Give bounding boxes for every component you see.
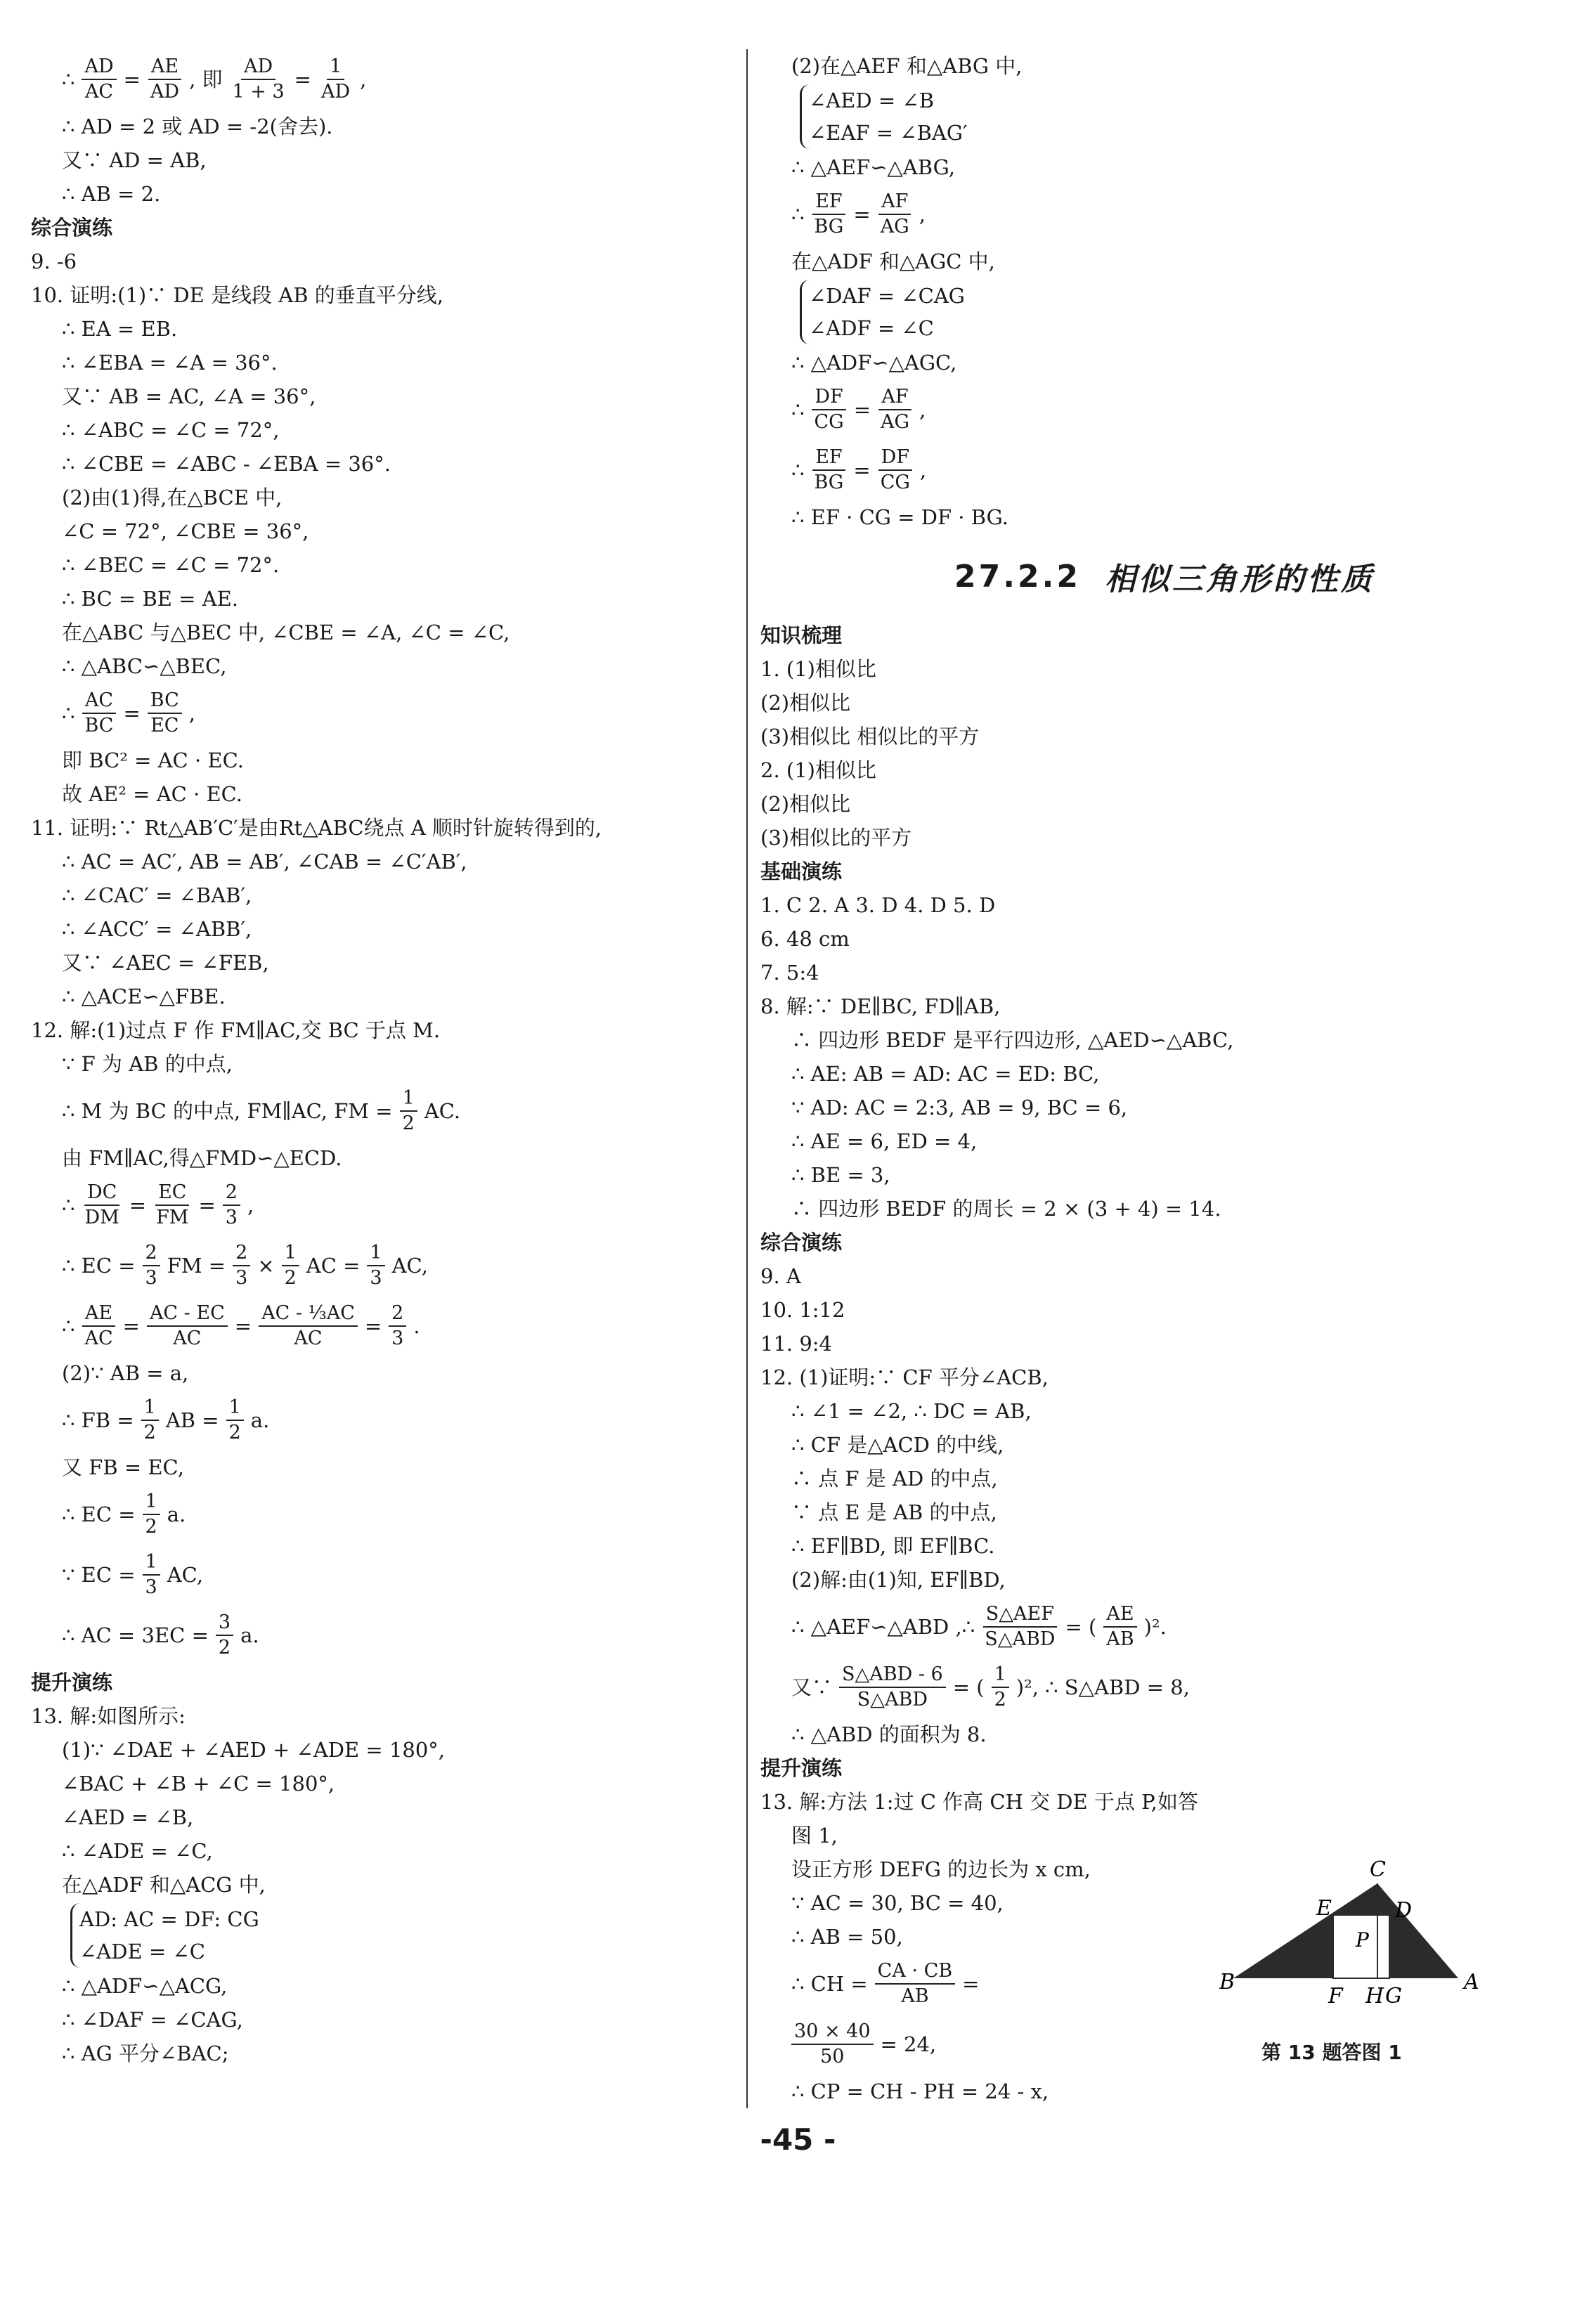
- formula-text: ∴: [791, 398, 805, 422]
- fraction: [82, 55, 116, 104]
- fraction: [389, 1301, 406, 1351]
- text-line: ∴ ∠ABC = ∠C = 72°,: [62, 418, 280, 442]
- formula-text: FM =: [167, 1254, 226, 1278]
- column-divider: [746, 49, 748, 2108]
- text-line: 故 AE² = AC · EC.: [62, 782, 243, 806]
- text-line: 1. C 2. A 3. D 4. D 5. D: [760, 893, 996, 917]
- formula-line: [760, 1657, 1569, 1718]
- text-line: 由 FM∥AC,得△FMD∽△ECD.: [62, 1146, 342, 1170]
- section-heading: 知识梳理: [760, 623, 843, 647]
- formula-text: =: [123, 701, 141, 725]
- text-line: ∴ CP = CH - PH = 24 - x,: [791, 2079, 1049, 2103]
- fraction: [878, 385, 912, 434]
- fraction: [223, 1181, 240, 1230]
- formula-line: [31, 1390, 734, 1450]
- formula-text: ∴ EC =: [62, 1254, 136, 1278]
- fraction-denominator: 2: [402, 1112, 415, 1134]
- formula-text: ,: [247, 1193, 254, 1217]
- fraction-numerator: 1: [992, 1663, 1009, 1688]
- fraction: [878, 446, 913, 495]
- formula-text: ∴ FB =: [62, 1408, 134, 1432]
- formula-text: , 即: [189, 67, 223, 91]
- formula-line: [760, 184, 1569, 245]
- section-heading: 相似三角形的性质: [1104, 561, 1375, 597]
- fraction-numerator: AE: [82, 1301, 115, 1327]
- fraction-denominator: AG: [880, 216, 909, 238]
- fraction-denominator: 2: [145, 1516, 157, 1538]
- text-line: 13. 解:方法 1:过 C 作高 CH 交 DE 于点 P,如答: [760, 1790, 1199, 1814]
- fraction-numerator: BC: [148, 689, 182, 714]
- figure-13-answer: [1219, 1855, 1486, 2066]
- brace: [70, 1903, 259, 1968]
- fraction: [839, 1663, 946, 1712]
- text-line: 在△ADF 和△AGC 中,: [791, 249, 995, 273]
- text-line: 又 FB = EC,: [62, 1455, 184, 1479]
- formula-text: =: [962, 1972, 980, 1996]
- text-line: 13. 解:如图所示:: [31, 1704, 186, 1728]
- formula-line: [760, 1597, 1569, 1657]
- formula-text: ∴: [791, 458, 805, 482]
- section-heading: 提升演练: [760, 1756, 843, 1780]
- text-line: ∴ ∠EBA = ∠A = 36°.: [62, 351, 278, 375]
- brace-line: ∠EAF = ∠BAG′: [809, 121, 968, 145]
- fraction: [82, 689, 116, 738]
- formula-text: )².: [1143, 1615, 1167, 1639]
- text-line: 在△ADF 和△ACG 中,: [62, 1873, 266, 1897]
- formula-text: 又∵: [791, 1675, 833, 1699]
- section-heading: 综合演练: [31, 216, 113, 240]
- fraction: [143, 1490, 160, 1539]
- fraction-denominator: BC: [84, 715, 114, 736]
- formula-text: a.: [240, 1623, 259, 1647]
- fraction: [791, 2020, 874, 2069]
- label-h: H: [1365, 1984, 1384, 2008]
- fraction-numerator: AE: [1103, 1602, 1136, 1628]
- text-line: (2)相似比: [760, 691, 851, 715]
- formula-text: ∴: [62, 1193, 75, 1217]
- fraction: [82, 1301, 115, 1351]
- label-g: G: [1385, 1984, 1402, 2008]
- text-line: ∴ EA = EB.: [62, 317, 178, 341]
- formula-line: [31, 1235, 734, 1296]
- section-heading: 提升演练: [31, 1670, 113, 1694]
- fraction-numerator: AF: [878, 385, 911, 410]
- text-line: ∴ ∠ADE = ∠C,: [62, 1839, 213, 1863]
- fraction-denominator: 50: [820, 2046, 845, 2067]
- section-title: [760, 534, 1569, 618]
- text-line: 图 1,: [791, 1824, 838, 1848]
- label-f: F: [1328, 1984, 1343, 2008]
- fraction: [233, 1241, 250, 1290]
- fraction-denominator: AC: [173, 1327, 202, 1349]
- label-c: C: [1370, 1857, 1386, 1882]
- text-line: ∠AED = ∠B,: [62, 1805, 194, 1829]
- text-line: 10. 1:12: [760, 1298, 845, 1322]
- text-line: 2. (1)相似比: [760, 758, 876, 782]
- formula-text: ,: [188, 701, 196, 725]
- formula-text: =: [294, 67, 311, 91]
- text-line: ∴ ∠CAC′ = ∠BAB′,: [62, 883, 252, 907]
- fraction-denominator: 1 + 3: [232, 81, 285, 103]
- fraction-numerator: AD: [241, 55, 275, 80]
- formula-text: a.: [250, 1408, 270, 1432]
- formula-text: ∴: [62, 1314, 75, 1338]
- text-line: ∵ AC = 30, BC = 40,: [791, 1891, 1004, 1915]
- fraction: [992, 1663, 1009, 1712]
- fraction-numerator: 1: [400, 1086, 417, 1112]
- formula-text: =: [122, 1314, 140, 1338]
- fraction: [811, 385, 846, 434]
- text-line: ∴ 四边形 BEDF 的周长 = 2 × (3 + 4) = 14.: [791, 1197, 1221, 1221]
- text-line: ∴ ∠BEC = ∠C = 72°.: [62, 553, 280, 577]
- fraction-numerator: DF: [812, 385, 845, 410]
- section-number: 27.2.2: [954, 558, 1081, 595]
- formula-text: ×: [257, 1254, 275, 1278]
- formula-text: =: [853, 458, 871, 482]
- fraction-denominator: DM: [84, 1207, 119, 1228]
- text-line: ∠C = 72°, ∠CBE = 36°,: [62, 519, 309, 543]
- page-number: -45 -: [760, 2122, 836, 2157]
- fraction-numerator: AC: [82, 689, 116, 714]
- fraction-denominator: S△ABD: [985, 1628, 1056, 1650]
- formula-text: = (: [1065, 1615, 1097, 1639]
- fraction-denominator: CG: [880, 472, 910, 493]
- text-line: ∴ △ACE∽△FBE.: [62, 985, 226, 1008]
- fraction-numerator: 1: [143, 1550, 160, 1576]
- fraction-numerator: 30 × 40: [791, 2020, 874, 2045]
- formula-line: [31, 1545, 734, 1605]
- fraction-numerator: 1: [143, 1490, 160, 1515]
- fraction: [1103, 1602, 1136, 1651]
- brace: [800, 280, 965, 344]
- text-line: ∴ EF∥BD, 即 EF∥BC.: [791, 1534, 995, 1558]
- equation-system: [31, 1902, 734, 1969]
- fraction-denominator: BG: [814, 472, 844, 493]
- fraction: [400, 1086, 417, 1136]
- fraction-numerator: AD: [82, 55, 116, 80]
- text-line: 9. A: [760, 1264, 801, 1288]
- fraction-denominator: 2: [284, 1267, 297, 1289]
- text-line: ∴ △ADF∽△AGC,: [791, 351, 957, 375]
- text-line: (2)在△AEF 和△ABG 中,: [791, 54, 1023, 78]
- text-line: ∴ CF 是△ACD 的中线,: [791, 1433, 1004, 1457]
- fraction-denominator: CG: [814, 411, 844, 433]
- fraction-denominator: 3: [145, 1267, 157, 1289]
- fraction-denominator: AC: [294, 1327, 323, 1349]
- brace: [800, 84, 968, 149]
- section-heading: 基础演练: [760, 859, 843, 883]
- formula-text: ∴ EC =: [62, 1502, 136, 1526]
- formula-text: )², ∴ S△ABD = 8,: [1016, 1675, 1190, 1699]
- text-line: ∴ BE = 3,: [791, 1163, 890, 1187]
- fraction-denominator: BG: [814, 216, 844, 238]
- text-line: ∴ △AEF∽△ABG,: [791, 155, 955, 179]
- right-top-block: [760, 49, 1569, 534]
- fraction-denominator: 3: [235, 1267, 248, 1289]
- formula-text: AC =: [306, 1254, 361, 1278]
- formula-text: ∴: [62, 67, 75, 91]
- formula-line: [31, 1081, 734, 1141]
- formula-line: [31, 1484, 734, 1545]
- formula-text: AC,: [167, 1563, 204, 1587]
- fraction-numerator: 3: [216, 1611, 233, 1636]
- fraction-denominator: 3: [225, 1207, 238, 1228]
- fraction-denominator: 2: [228, 1422, 241, 1443]
- formula-text: ,: [919, 458, 927, 482]
- formula-text: AB =: [165, 1408, 219, 1432]
- fraction-numerator: 2: [223, 1181, 240, 1206]
- formula-line: [760, 440, 1569, 500]
- equation-system: [760, 83, 1569, 150]
- fraction-numerator: 2: [143, 1241, 160, 1266]
- text-line: ∴ AB = 2.: [62, 182, 161, 206]
- fraction: [153, 1181, 191, 1230]
- text-line: ∴ ∠1 = ∠2, ∴ DC = AB,: [791, 1399, 1032, 1423]
- fraction-numerator: DF: [878, 446, 912, 471]
- text-line: ∴ EF · CG = DF · BG.: [791, 505, 1008, 529]
- text-line: 设正方形 DEFG 的边长为 x cm,: [791, 1857, 1091, 1881]
- text-line: (3)相似比的平方: [760, 826, 912, 850]
- fraction-denominator: 3: [391, 1327, 404, 1349]
- fraction-denominator: 3: [370, 1267, 382, 1289]
- fraction-denominator: AD: [320, 81, 351, 103]
- fraction-numerator: EF: [812, 446, 845, 471]
- formula-text: AC.: [424, 1099, 461, 1123]
- text-line: ∴ △ADF∽△ACG,: [62, 1974, 228, 1998]
- text-line: 即 BC² = AC · EC.: [62, 748, 244, 772]
- fraction: [148, 689, 182, 738]
- fraction: [230, 55, 287, 104]
- formula-line: [31, 1175, 734, 1235]
- text-line: (2)∵ AB = a,: [62, 1361, 189, 1385]
- formula-line: [31, 1296, 734, 1356]
- fraction-numerator: AC - EC: [147, 1301, 228, 1327]
- formula-text: = (: [952, 1675, 985, 1699]
- fraction-denominator: EC: [150, 715, 179, 736]
- triangle-diagram: [1219, 1855, 1486, 2034]
- text-line: ∴ 四边形 BEDF 是平行四边形, △AED∽△ABC,: [791, 1028, 1234, 1052]
- formula-text: ,: [919, 398, 926, 422]
- fraction: [147, 1301, 228, 1351]
- equation-system: [760, 278, 1569, 346]
- text-line: 10. 证明:(1)∵ DE 是线段 AB 的垂直平分线,: [31, 283, 443, 307]
- text-line: ∠BAC + ∠B + ∠C = 180°,: [62, 1772, 335, 1796]
- formula-line: [31, 49, 734, 110]
- fraction: [82, 1181, 122, 1230]
- label-e: E: [1316, 1896, 1332, 1921]
- fraction-numerator: EF: [812, 190, 845, 215]
- text-line: 6. 48 cm: [760, 927, 850, 951]
- formula-text: ∴: [791, 202, 805, 226]
- fraction-numerator: AE: [148, 55, 181, 80]
- text-line: (2)相似比: [760, 792, 851, 816]
- text-line: 又∵ ∠AEC = ∠FEB,: [62, 951, 269, 975]
- text-line: ∴ AC = AC′, AB = AB′, ∠CAB = ∠C′AB′,: [62, 850, 467, 874]
- fraction-denominator: S△ABD: [857, 1689, 928, 1710]
- text-line: ∴ ∠CBE = ∠ABC - ∠EBA = 36°.: [62, 452, 391, 476]
- text-line: (3)相似比 相似比的平方: [760, 725, 980, 748]
- formula-line: [31, 683, 734, 744]
- formula-text: ∴ △AEF∽△ABD ,∴: [791, 1615, 975, 1639]
- fraction-numerator: AC - ⅓AC: [259, 1301, 358, 1327]
- text-line: ∴ 点 F 是 AD 的中点,: [791, 1467, 998, 1491]
- text-line: 12. (1)证明:∵ CF 平分∠ACB,: [760, 1365, 1049, 1389]
- text-line: ∴ ∠ACC′ = ∠ABB′,: [62, 917, 252, 941]
- fraction-numerator: 1: [327, 55, 344, 80]
- left-column: [31, 49, 734, 2070]
- fraction-denominator: FM: [156, 1207, 189, 1228]
- text-line: (1)∵ ∠DAE + ∠AED + ∠ADE = 180°,: [62, 1738, 446, 1762]
- fraction-denominator: AG: [881, 411, 910, 433]
- figure-caption: 第 13 题答图 1: [1261, 2041, 1402, 2064]
- fraction: [148, 55, 182, 104]
- fraction-numerator: 1: [141, 1396, 159, 1421]
- formula-text: =: [123, 67, 141, 91]
- fraction: [318, 55, 353, 104]
- fraction-numerator: 1: [226, 1396, 244, 1421]
- fraction-numerator: S△AEF: [983, 1602, 1057, 1628]
- text-line: ∴ BC = BE = AE.: [62, 587, 238, 611]
- text-line: 8. 解:∵ DE∥BC, FD∥AB,: [760, 994, 1001, 1018]
- text-line: 12. 解:(1)过点 F 作 FM∥AC,交 BC 于点 M.: [31, 1018, 441, 1042]
- fraction: [282, 1241, 299, 1290]
- text-line: (2)解:由(1)知, EF∥BD,: [791, 1568, 1006, 1592]
- fraction-denominator: AC: [84, 1327, 113, 1349]
- text-line: ∴ AD = 2 或 AD = -2(舍去).: [62, 115, 333, 138]
- formula-line: [31, 1605, 734, 1666]
- brace-line: ∠AED = ∠B: [809, 89, 935, 112]
- fraction-numerator: S△ABD - 6: [839, 1663, 946, 1688]
- formula-text: .: [413, 1314, 420, 1338]
- fraction-denominator: 2: [143, 1422, 156, 1443]
- fraction: [878, 190, 912, 239]
- fraction: [875, 1959, 955, 2008]
- text-line: ∴ △ABC∽△BEC,: [62, 654, 227, 678]
- fraction: [226, 1396, 244, 1445]
- formula-text: =: [198, 1193, 216, 1217]
- fraction-denominator: AB: [1106, 1628, 1134, 1650]
- text-line: 又∵ AD = AB,: [62, 148, 207, 172]
- brace-line: AD: AC = DF: CG: [79, 1907, 259, 1931]
- fraction-numerator: 2: [389, 1301, 406, 1327]
- fraction: [811, 190, 846, 239]
- text-line: ∴ ∠DAF = ∠CAG,: [62, 2008, 243, 2032]
- fraction: [982, 1602, 1058, 1651]
- formula-text: a.: [167, 1502, 186, 1526]
- text-line: 11. 证明:∵ Rt△AB′C′是由Rt△ABC绕点 A 顺时针旋转得到的,: [31, 816, 602, 840]
- fraction-denominator: AD: [150, 81, 180, 103]
- formula-text: ∴ M 为 BC 的中点, FM∥AC, FM =: [62, 1099, 393, 1123]
- text-line: 7. 5:4: [760, 961, 819, 985]
- label-b: B: [1219, 1970, 1235, 1994]
- formula-text: =: [234, 1314, 252, 1338]
- fraction: [143, 1241, 160, 1290]
- fraction: [216, 1611, 233, 1660]
- fraction-numerator: 2: [233, 1241, 250, 1266]
- fraction-numerator: 1: [367, 1241, 384, 1266]
- formula-text: =: [853, 398, 871, 422]
- text-line: ∴ AE: AB = AD: AC = ED: BC,: [791, 1062, 1100, 1086]
- text-line: ∴ AE = 6, ED = 4,: [791, 1129, 978, 1153]
- fraction-numerator: CA · CB: [875, 1959, 955, 1985]
- formula-text: AC,: [391, 1254, 428, 1278]
- label-a: A: [1464, 1970, 1479, 1994]
- text-line: (2)由(1)得,在△BCE 中,: [62, 486, 283, 509]
- fraction-denominator: 2: [218, 1637, 231, 1658]
- formula-text: =: [853, 202, 871, 226]
- brace-line: ∠DAF = ∠CAG: [809, 284, 965, 308]
- fraction-denominator: AB: [901, 1985, 929, 2007]
- fraction-numerator: DC: [84, 1181, 119, 1206]
- fraction-numerator: AF: [878, 190, 911, 215]
- fraction-numerator: EC: [155, 1181, 189, 1206]
- fraction: [143, 1550, 160, 1599]
- label-d: D: [1395, 1898, 1413, 1923]
- text-line: ∵ F 为 AB 的中点,: [62, 1052, 233, 1076]
- formula-text: ,: [919, 202, 926, 226]
- fraction-numerator: 1: [282, 1241, 299, 1266]
- text-line: ∴ AB = 50,: [791, 1925, 903, 1949]
- section-heading: 综合演练: [760, 1231, 843, 1254]
- formula-text: =: [129, 1193, 147, 1217]
- label-p: P: [1356, 1928, 1369, 1952]
- fraction: [367, 1241, 384, 1290]
- formula-text: ∵ EC =: [62, 1563, 136, 1587]
- fraction-denominator: 2: [994, 1689, 1006, 1710]
- text-line: 在△ABC 与△BEC 中, ∠CBE = ∠A, ∠C = ∠C,: [62, 621, 510, 644]
- text-line: 11. 9:4: [760, 1332, 833, 1356]
- formula-text: = 24,: [880, 2032, 937, 2056]
- text-line: 1. (1)相似比: [760, 657, 876, 681]
- formula-text: ,: [360, 67, 367, 91]
- text-line: ∵ 点 E 是 AB 的中点,: [791, 1500, 997, 1524]
- right-column: [760, 49, 1569, 2108]
- text-line: ∴ AG 平分∠BAC;: [62, 2041, 229, 2065]
- fraction: [811, 446, 846, 495]
- brace-line: ∠ADF = ∠C: [809, 316, 934, 340]
- text-line: ∵ AD: AC = 2:3, AB = 9, BC = 6,: [791, 1096, 1128, 1119]
- text-line: ∴ △ABD 的面积为 8.: [791, 1722, 987, 1746]
- brace-line: ∠ADE = ∠C: [79, 1940, 205, 1963]
- formula-text: ∴ AC = 3EC =: [62, 1623, 209, 1647]
- fraction-denominator: AC: [84, 81, 114, 103]
- fraction: [259, 1301, 358, 1351]
- fraction-denominator: 3: [145, 1576, 157, 1598]
- text-line: 又∵ AB = AC, ∠A = 36°,: [62, 384, 316, 408]
- formula-line: [760, 379, 1569, 440]
- formula-text: =: [364, 1314, 382, 1338]
- text-line: 9. -6: [31, 249, 77, 273]
- formula-text: ∴: [62, 701, 75, 725]
- fraction: [141, 1396, 159, 1445]
- formula-text: ∴ CH =: [791, 1972, 868, 1996]
